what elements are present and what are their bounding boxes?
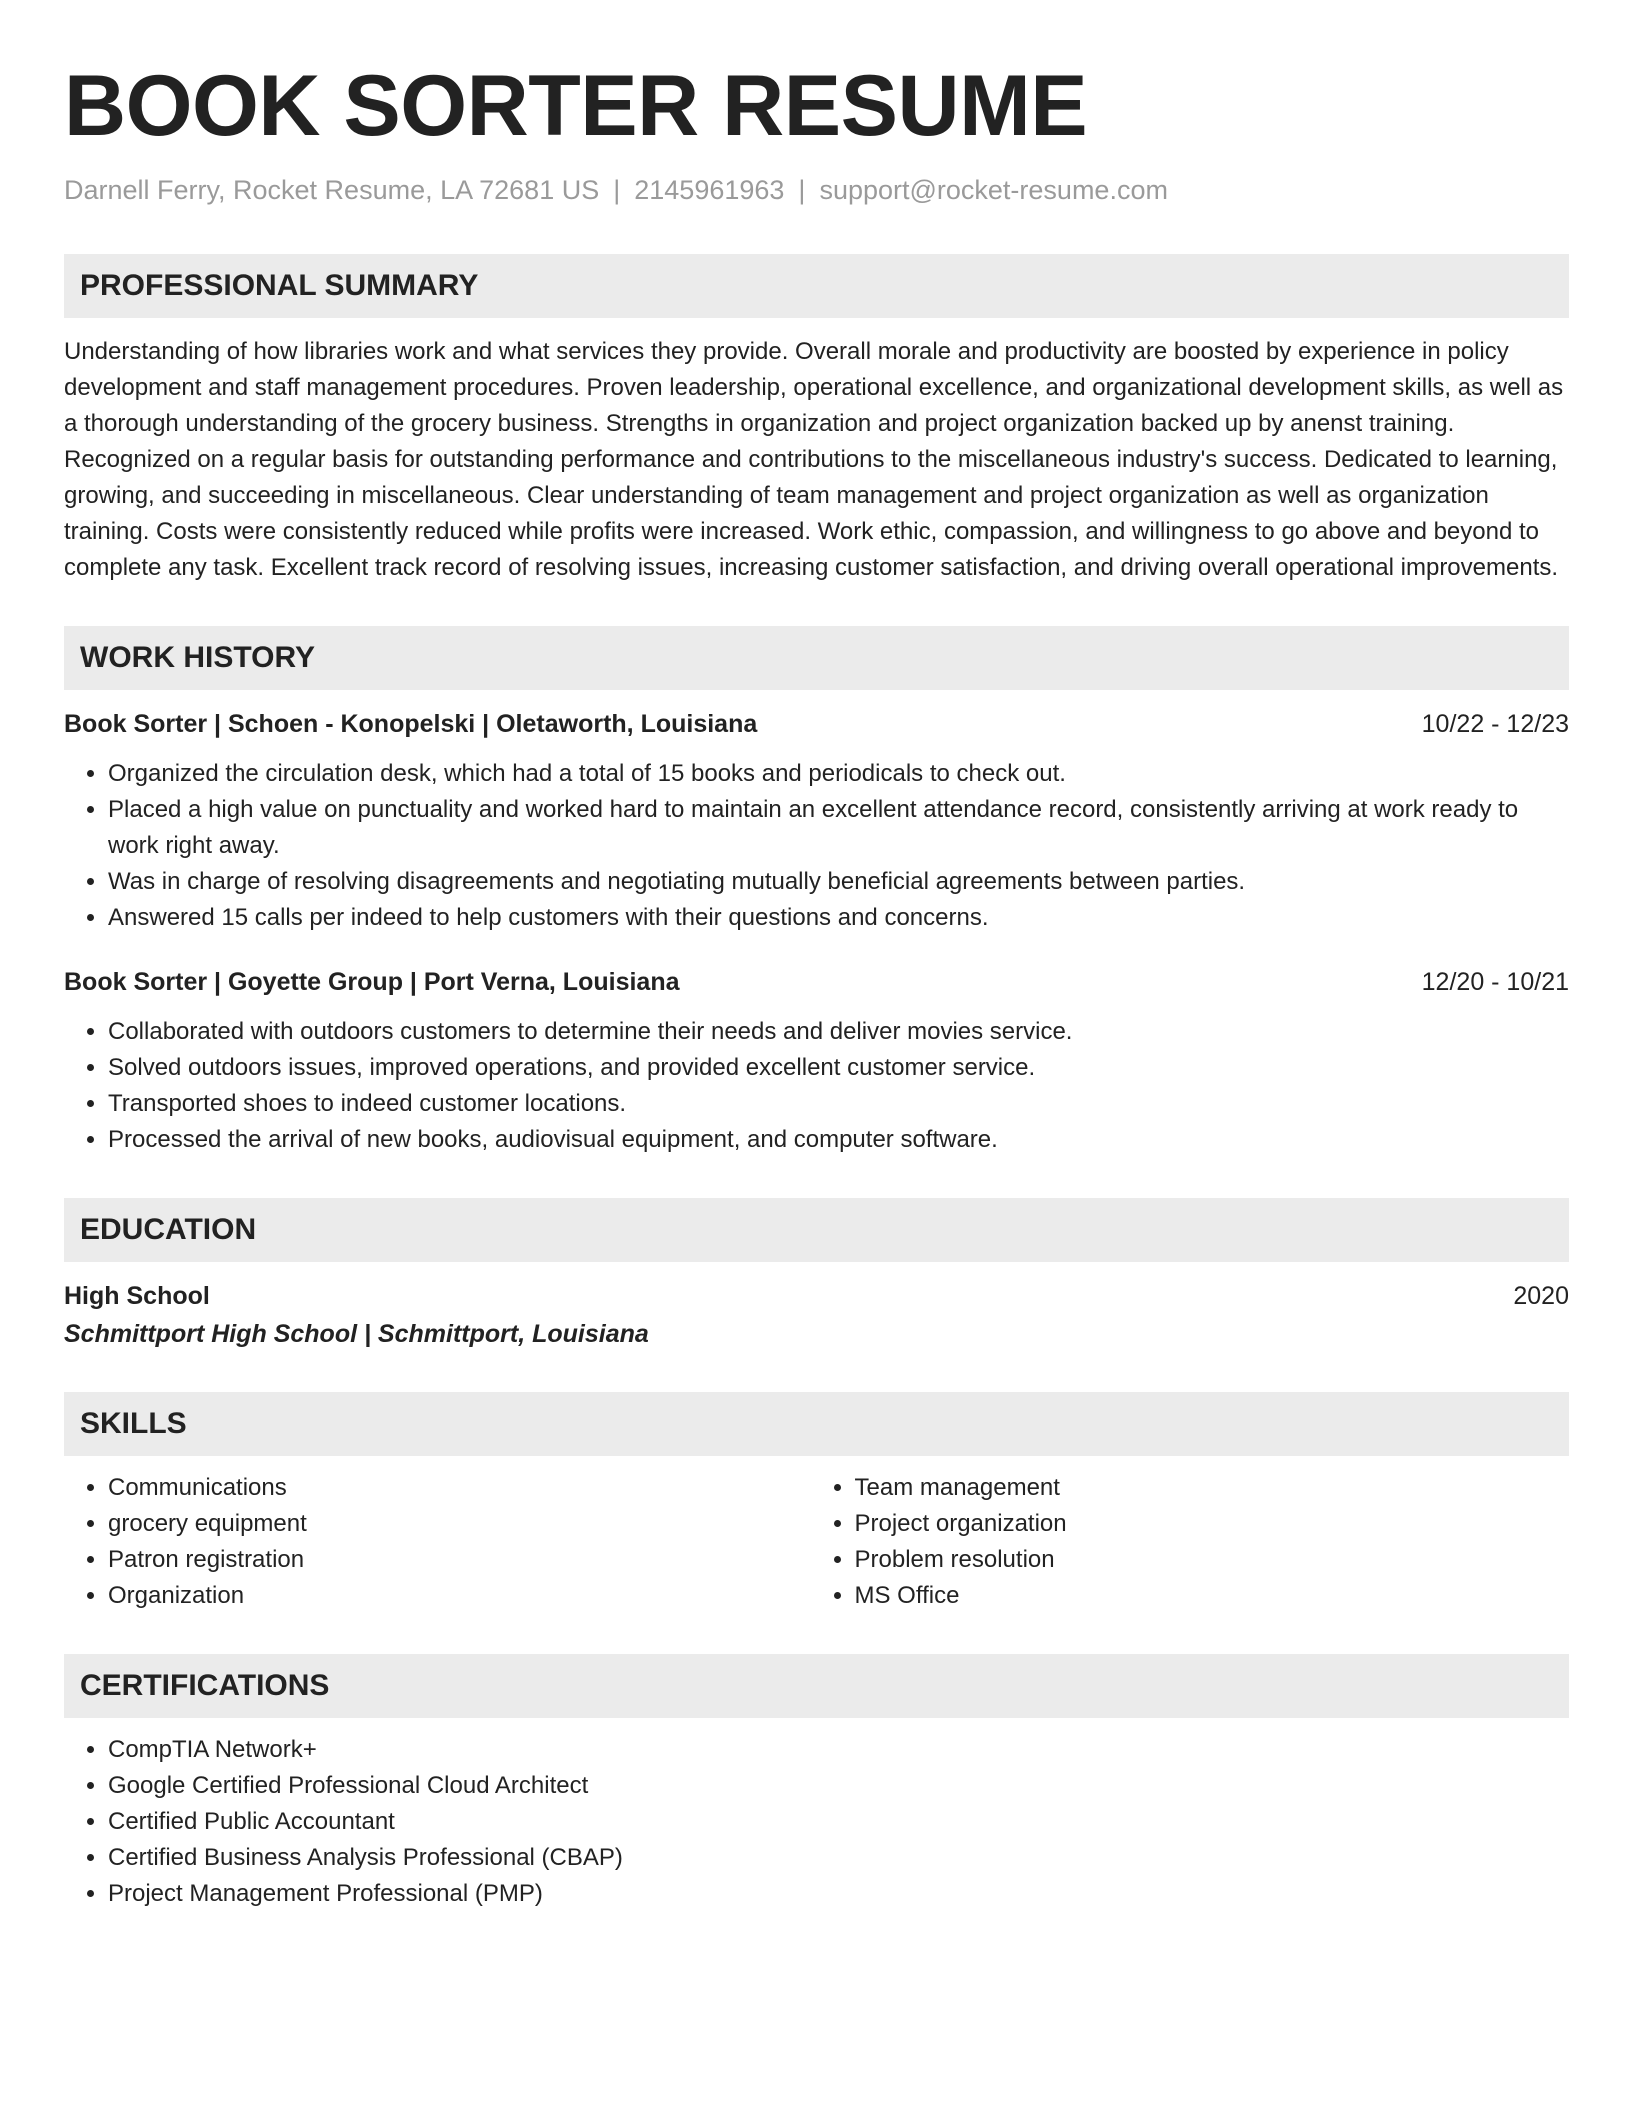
job-header xyxy=(64,964,1569,1000)
certification-item: • Certified Business Analysis Professional (CBAP) xyxy=(108,1840,1569,1876)
certifications-list xyxy=(64,1732,1569,1912)
resume-title: BOOK SORTER RESUME xyxy=(64,58,1088,154)
job-bullet: • Collaborated with outdoors customers to determine their needs and deliver movies service. xyxy=(108,1014,1569,1050)
education-header xyxy=(64,1278,1569,1314)
skill-item: • Communications xyxy=(108,1470,817,1506)
education-degree: High School xyxy=(64,1282,210,1310)
job-bullets xyxy=(64,756,1569,936)
skill-item: • Organization xyxy=(108,1578,817,1614)
job-title: Book Sorter | Schoen - Konopelski | Oletaworth, Louisiana xyxy=(64,710,758,738)
job-entry xyxy=(64,706,1569,936)
job-bullet: • Organized the circulation desk, which had a total of 15 books and periodicals to check out. xyxy=(108,756,1569,792)
certification-item: • Project Management Professional (PMP) xyxy=(108,1876,1569,1912)
skills-list-right xyxy=(817,1470,1570,1614)
certification-item: • Google Certified Professional Cloud Architect xyxy=(108,1768,1569,1804)
skills-list-left xyxy=(64,1470,817,1614)
section-heading-certifications: CERTIFICATIONS xyxy=(64,1654,1569,1718)
contact-email: support@rocket-resume.com xyxy=(819,175,1168,205)
section-heading-summary: PROFESSIONAL SUMMARY xyxy=(64,254,1569,318)
job-title: Book Sorter | Goyette Group | Port Verna, Louisiana xyxy=(64,968,680,996)
education-school: Schmittport High School | Schmittport, Louisiana xyxy=(64,1320,649,1348)
contact-line xyxy=(64,172,1569,208)
job-dates: 10/22 - 12/23 xyxy=(1421,710,1569,738)
contact-address: Darnell Ferry, Rocket Resume, LA 72681 US xyxy=(64,175,600,205)
section-heading-education: EDUCATION xyxy=(64,1198,1569,1262)
job-bullet: • Placed a high value on punctuality and worked hard to maintain an excellent attendance record, consistently arriving at work ready to work right away. xyxy=(108,792,1569,864)
job-bullet: • Processed the arrival of new books, audiovisual equipment, and computer software. xyxy=(108,1122,1569,1158)
job-bullet: • Was in charge of resolving disagreements and negotiating mutually beneficial agreements between parties. xyxy=(108,864,1569,900)
section-heading-skills: SKILLS xyxy=(64,1392,1569,1456)
contact-phone: 2145961963 xyxy=(634,175,785,205)
job-bullet: • Transported shoes to indeed customer locations. xyxy=(108,1086,1569,1122)
skill-item: • Team management xyxy=(855,1470,1570,1506)
skill-item: • MS Office xyxy=(855,1578,1570,1614)
skills-columns xyxy=(64,1470,1569,1614)
contact-separator: | xyxy=(798,175,806,205)
skill-item: • grocery equipment xyxy=(108,1506,817,1542)
skill-item: • Patron registration xyxy=(108,1542,817,1578)
education-year: 2020 xyxy=(1513,1282,1569,1310)
job-header xyxy=(64,706,1569,742)
summary-text: Understanding of how libraries work and what services they provide. Overall morale and productivity are boosted by experience in policy development and staff management procedures. Proven leadership, operational excellence, and organizational development skills, as well as a thorough understanding of the grocery business. Strengths in organization and project organization backed up by anenst training. Recognized on a regular basis for outstanding performance and contributions to the miscellaneous industry's success. Dedicated to learning, growing, and succeeding in miscellaneous. Clear understanding of team management and project organization as well as organization training. Costs were consistently reduced while profits were increased. Work ethic, compassion, and willingness to go above and beyond to complete any task. Excellent track record of resolving issues, increasing customer satisfaction, and driving overall operational improvements. xyxy=(64,338,1564,581)
job-bullet: • Answered 15 calls per indeed to help customers with their questions and concerns. xyxy=(108,900,1569,936)
job-entry xyxy=(64,964,1569,1158)
certification-item: • CompTIA Network+ xyxy=(108,1732,1569,1768)
certification-item: • Certified Public Accountant xyxy=(108,1804,1569,1840)
job-bullets xyxy=(64,1014,1569,1158)
section-heading-work-history: WORK HISTORY xyxy=(64,626,1569,690)
job-dates: 12/20 - 10/21 xyxy=(1421,968,1569,996)
skill-item: • Problem resolution xyxy=(855,1542,1570,1578)
contact-separator: | xyxy=(613,175,621,205)
job-bullet: • Solved outdoors issues, improved operations, and provided excellent customer service. xyxy=(108,1050,1569,1086)
skill-item: • Project organization xyxy=(855,1506,1570,1542)
